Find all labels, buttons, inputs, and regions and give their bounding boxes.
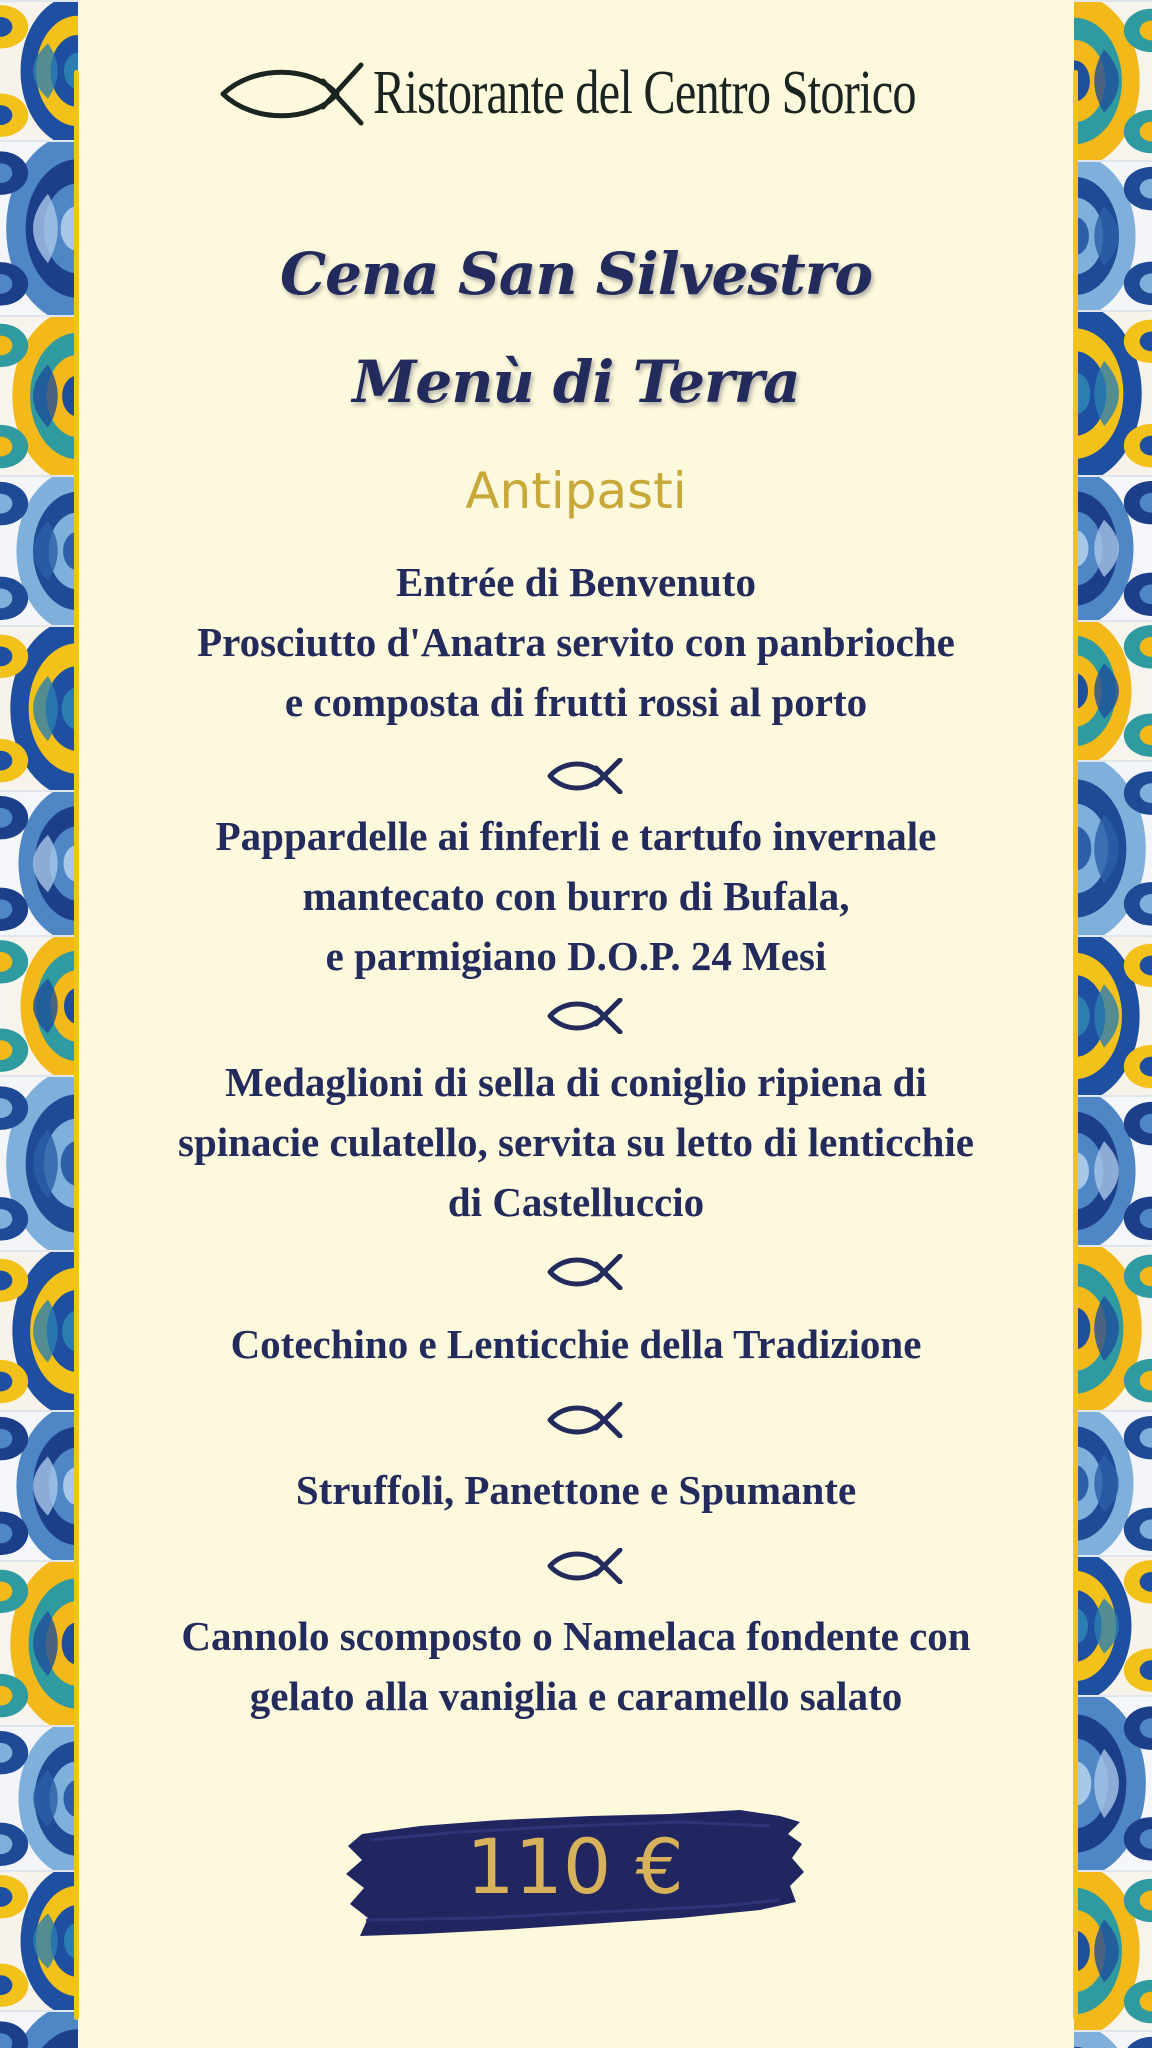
- dish-line: mantecato con burro di Bufala,: [302, 873, 850, 919]
- dish-item: [90, 552, 1062, 732]
- menu-subtitle: Menù di Terra: [352, 348, 800, 416]
- header: [90, 58, 1062, 129]
- dish-line: e parmigiano D.O.P. 24 Mesi: [325, 933, 827, 979]
- fish-separator-icon: [546, 1402, 626, 1438]
- dish-item: [90, 1314, 1062, 1374]
- dish-line: Struffoli, Panettone e Spumante: [295, 1467, 857, 1513]
- menu-card: [90, 0, 1062, 2048]
- fish-separator-icon: [546, 1254, 626, 1290]
- fish-separator-icon: [546, 998, 626, 1034]
- price-badge: [340, 1800, 810, 1940]
- price: 110 €: [466, 1822, 684, 1911]
- left-tile-border: [0, 0, 78, 2048]
- dish-line: Prosciutto d'Anatra servito con panbrioche: [197, 619, 955, 665]
- dish-item: [90, 806, 1062, 986]
- dish-item: [90, 1460, 1062, 1520]
- dish-line: spinacie culatello, servita su letto di lenticchie: [178, 1119, 974, 1165]
- dish-item: [90, 1052, 1062, 1232]
- fish-separator-icon: [546, 758, 626, 794]
- menu-title: Cena San Silvestro: [279, 240, 873, 308]
- section-title: Antipasti: [465, 462, 687, 520]
- dish-line: di Castelluccio: [447, 1179, 705, 1225]
- dish-line: e composta di frutti rossi al porto: [284, 679, 868, 725]
- dish-line: Cotechino e Lenticchie della Tradizione: [230, 1321, 922, 1367]
- fish-icon: [219, 61, 365, 127]
- dish-line: gelato alla vaniglia e caramello salato: [249, 1673, 903, 1719]
- dish-line: Medaglioni di sella di coniglio ripiena di: [225, 1059, 927, 1105]
- restaurant-name: Ristorante del Centro Storico: [373, 59, 916, 127]
- left-gold-border-line: [74, 70, 79, 2020]
- dish-line: Entrée di Benvenuto: [396, 559, 756, 605]
- fish-separator-icon: [546, 1548, 626, 1584]
- right-gold-border-line: [1073, 70, 1078, 2020]
- dish-item: [90, 1606, 1062, 1726]
- dish-line: Cannolo scomposto o Namelaca fondente con: [181, 1613, 971, 1659]
- dish-line: Pappardelle ai finferli e tartufo invernale: [215, 813, 937, 859]
- right-tile-border: [1074, 0, 1152, 2048]
